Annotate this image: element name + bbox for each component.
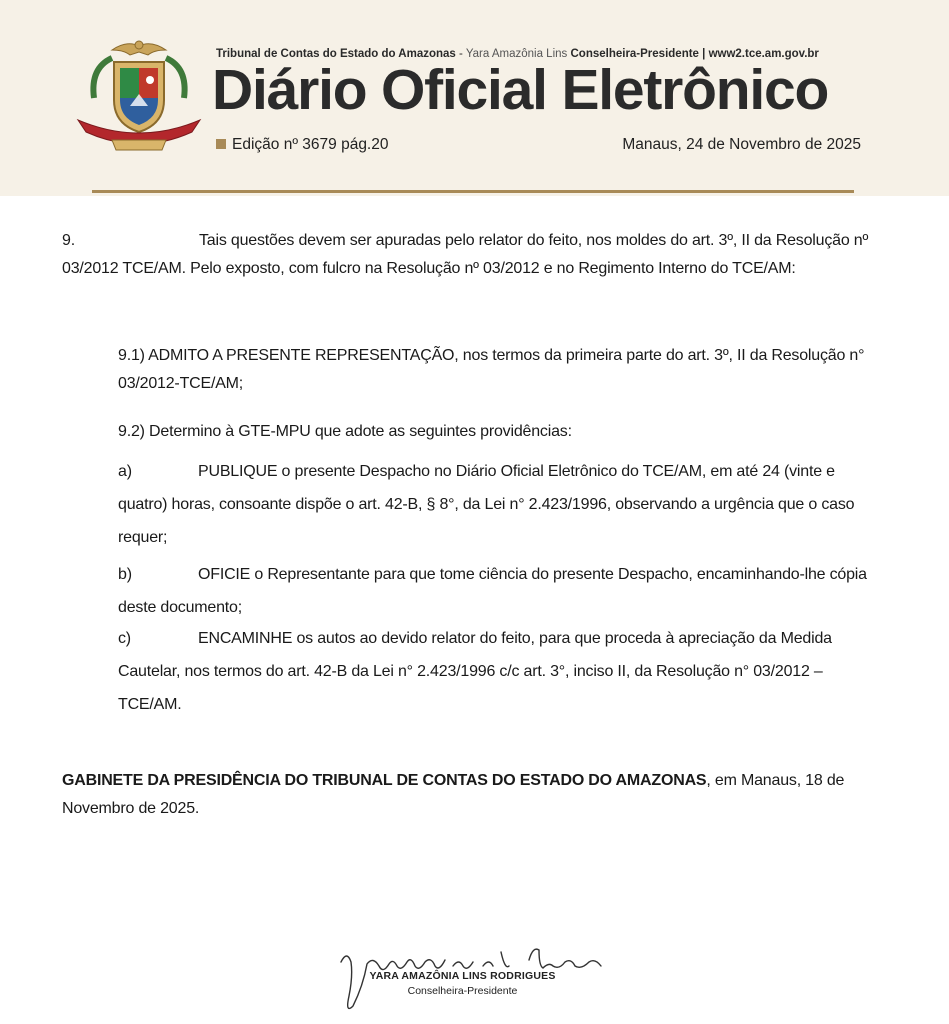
paragraph-line: ENCAMINHE os autos ao devido relator do feito, para que proceda à apreciação da Medida — [198, 630, 832, 647]
paragraph-line: TCE/AM. — [118, 696, 182, 713]
coat-of-arms-icon — [72, 28, 206, 158]
closing-date: Novembro de 2025. — [62, 800, 200, 817]
item-label: a) — [118, 463, 132, 480]
website-link[interactable]: www2.tce.am.gov.br — [708, 48, 819, 60]
paragraph-line: deste documento; — [118, 599, 242, 616]
edition-label: Edição nº 3679 pág.20 — [232, 136, 389, 153]
closing-location: , em Manaus, 18 de — [706, 772, 845, 789]
paragraph-line: 9.2) Determino à GTE-MPU que adote as seguintes providências: — [118, 423, 572, 440]
item-b — [118, 561, 884, 622]
publication-date: Manaus, 24 de Novembro de 2025 — [622, 136, 861, 153]
paragraph-line: PUBLIQUE o presente Despacho no Diário Oficial Eletrônico do TCE/AM, em até 24 (vinte e — [198, 463, 835, 480]
item-label: b) — [118, 566, 132, 583]
edition-info — [216, 136, 388, 154]
item-label: c) — [118, 630, 131, 647]
header-separator: - — [455, 48, 466, 60]
page-title: Diário Oficial Eletrônico — [212, 58, 829, 122]
item-c — [118, 625, 884, 719]
paragraph-line: 03/2012-TCE/AM; — [118, 375, 244, 392]
signer-name: YARA AMAZÔNIA LINS RODRIGUES — [369, 970, 556, 982]
paragraph-line: 03/2012 TCE/AM. Pelo exposto, com fulcro na Resolução nº 03/2012 e no Regimento Interno do TCE/AM: — [62, 260, 796, 277]
page-header — [0, 0, 949, 196]
item-a — [118, 458, 884, 552]
org-name: Tribunal de Contas do Estado do Amazonas — [216, 48, 456, 60]
item-9-2 — [118, 418, 884, 446]
header-separator: | — [698, 48, 709, 60]
item-9-1 — [118, 342, 884, 398]
header-divider — [92, 190, 854, 193]
paragraph-line: Tais questões devem ser apuradas pelo relator do feito, nos moldes do art. 3º, II da Resolução nº — [199, 232, 869, 249]
paragraph-9 — [62, 227, 884, 283]
signer-role: Conselheira-Presidente — [407, 985, 518, 997]
paragraph-line: OFICIE o Representante para que tome ciência do presente Despacho, encaminhando-lhe cópia — [198, 566, 867, 583]
president-role: Conselheira-Presidente — [570, 48, 699, 60]
paragraph-line: requer; — [118, 529, 168, 546]
closing-paragraph — [62, 767, 884, 823]
paragraph-number: 9. — [62, 232, 75, 249]
paragraph-line: quatro) horas, consoante dispõe o art. 42-B, § 8°, da Lei n° 2.423/1996, observando a urgência que o caso — [118, 496, 855, 513]
closing-office: GABINETE DA PRESIDÊNCIA DO TRIBUNAL DE CONTAS DO ESTADO DO AMAZONAS — [62, 772, 707, 789]
square-bullet-icon — [216, 139, 226, 149]
president-name: Yara Amazônia Lins — [465, 48, 568, 60]
paragraph-line: 9.1) ADMITO A PRESENTE REPRESENTAÇÃO, nos termos da primeira parte do art. 3º, II da Resolução n° — [118, 347, 865, 364]
paragraph-line: Cautelar, nos termos do art. 42-B da Lei n° 2.423/1996 c/c art. 3°, inciso II, da Resolução n° 03/2012 – — [118, 663, 823, 680]
